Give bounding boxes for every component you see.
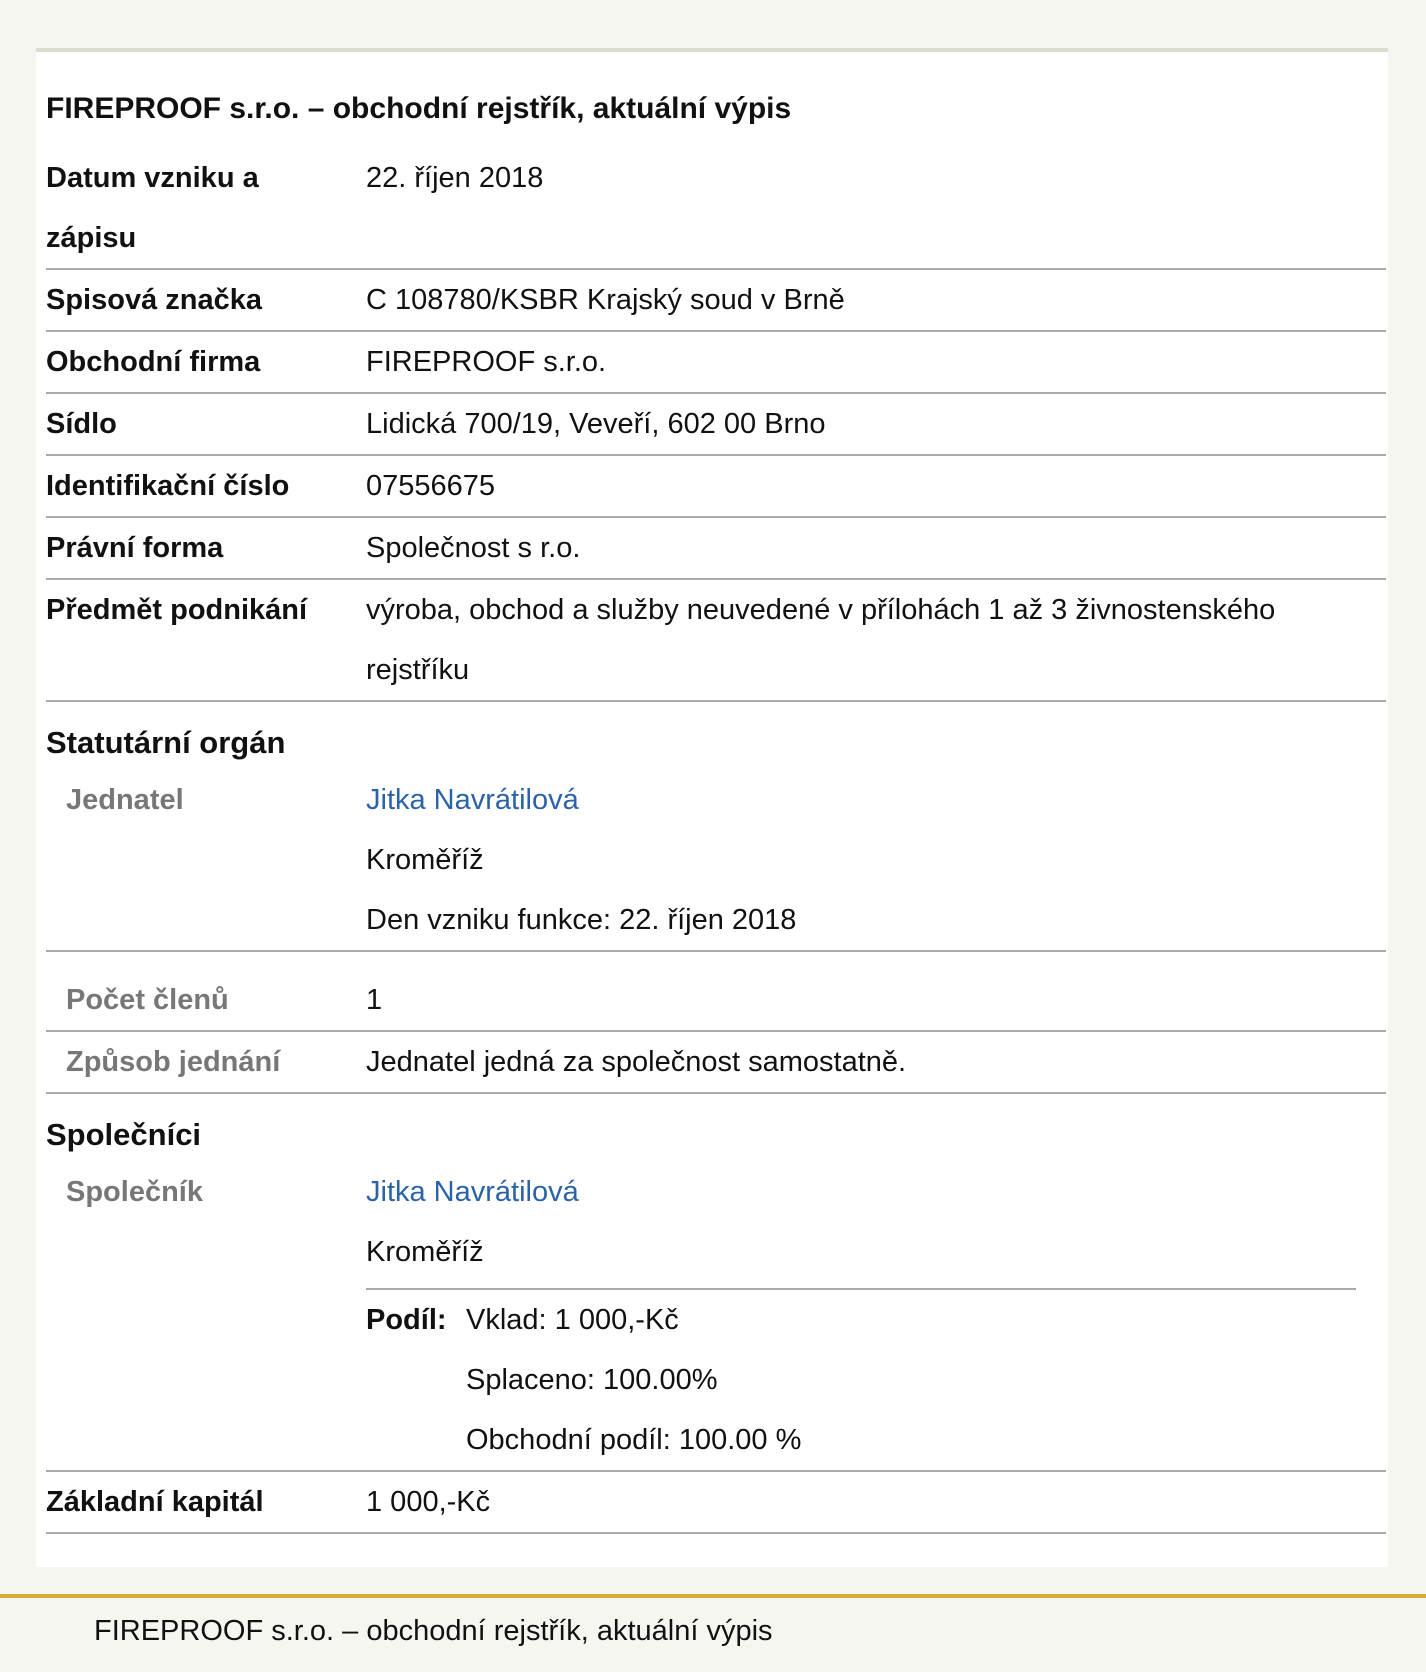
spolecnik-details (366, 1162, 1386, 1282)
value-spolecnik (366, 1162, 1386, 1470)
label-datum-vzniku: Datum vzniku a zápisu (46, 162, 259, 254)
value-spisova-znacka: C 108780/KSBR Krajský soud v Brně (366, 284, 845, 316)
row-jednatel (46, 770, 1386, 952)
row-datum-vzniku (46, 148, 1386, 270)
spolecnik-name-link[interactable]: Jitka Navrátilová (366, 1176, 579, 1208)
value-jednatel (366, 770, 1386, 950)
page-title: FIREPROOF s.r.o. – obchodní rejstřík, aktuální výpis (46, 92, 792, 125)
row-pocet-clenu (46, 952, 1386, 1032)
label-obchodni-firma: Obchodní firma (46, 346, 261, 378)
row-predmet-podnikani (46, 580, 1386, 702)
content-card (36, 48, 1388, 1567)
jednatel-name-link[interactable]: Jitka Navrátilová (366, 784, 579, 816)
share-box (366, 1288, 1356, 1470)
label-jednatel: Jednatel (66, 784, 184, 816)
label-predmet-podnikani: Předmět podnikání (46, 594, 308, 626)
share-obchodni-podil: Obchodní podíl: 100.00 % (466, 1424, 802, 1456)
registry-extract (46, 92, 1386, 1534)
section-title-statutarni-organ: Statutární orgán (46, 725, 286, 760)
row-sidlo (46, 394, 1386, 456)
label-pocet-clenu: Počet členů (66, 984, 229, 1016)
value-zakladni-kapital: 1 000,-Kč (366, 1486, 491, 1518)
row-zpusob-jednani (46, 1032, 1386, 1094)
share-label: Podíl: (366, 1304, 447, 1336)
label-sidlo: Sídlo (46, 408, 117, 440)
value-pocet-clenu: 1 (366, 984, 383, 1016)
value-obchodni-firma: FIREPROOF s.r.o. (366, 346, 607, 378)
value-pravni-forma: Společnost s r.o. (366, 532, 581, 564)
value-predmet-podnikani: výroba, obchod a služby neuvedené v přílohách 1 až 3 živnostenského rejstříku (366, 594, 1276, 686)
value-sidlo: Lidická 700/19, Veveří, 602 00 Brno (366, 408, 826, 440)
jednatel-since: Den vzniku funkce: 22. říjen 2018 (366, 904, 797, 936)
jednatel-city: Kroměříž (366, 844, 484, 876)
row-spisova-znacka (46, 270, 1386, 332)
footer-bar (0, 1594, 1426, 1672)
footer-title: FIREPROOF s.r.o. – obchodní rejstřík, aktuální výpis (94, 1615, 773, 1647)
label-spolecnik: Společník (66, 1176, 203, 1208)
row-pravni-forma (46, 518, 1386, 580)
label-spisova-znacka: Spisová značka (46, 284, 262, 316)
spolecnik-city: Kroměříž (366, 1236, 484, 1268)
section-title-spolecnici: Společníci (46, 1117, 202, 1152)
share-values (466, 1290, 801, 1470)
value-datum-vzniku: 22. říjen 2018 (366, 162, 544, 194)
value-identifikacni-cislo: 07556675 (366, 470, 496, 502)
label-identifikacni-cislo: Identifikační číslo (46, 470, 290, 502)
row-identifikacni-cislo (46, 456, 1386, 518)
label-zpusob-jednani: Způsob jednání (66, 1046, 281, 1078)
label-zakladni-kapital: Základní kapitál (46, 1486, 264, 1518)
row-zakladni-kapital (46, 1472, 1386, 1534)
value-zpusob-jednani: Jednatel jedná za společnost samostatně. (366, 1046, 907, 1078)
label-pravni-forma: Právní forma (46, 532, 224, 564)
row-obchodni-firma (46, 332, 1386, 394)
row-spolecnik (46, 1162, 1386, 1472)
share-splaceno: Splaceno: 100.00% (466, 1364, 718, 1396)
share-vklad: Vklad: 1 000,-Kč (466, 1304, 679, 1336)
